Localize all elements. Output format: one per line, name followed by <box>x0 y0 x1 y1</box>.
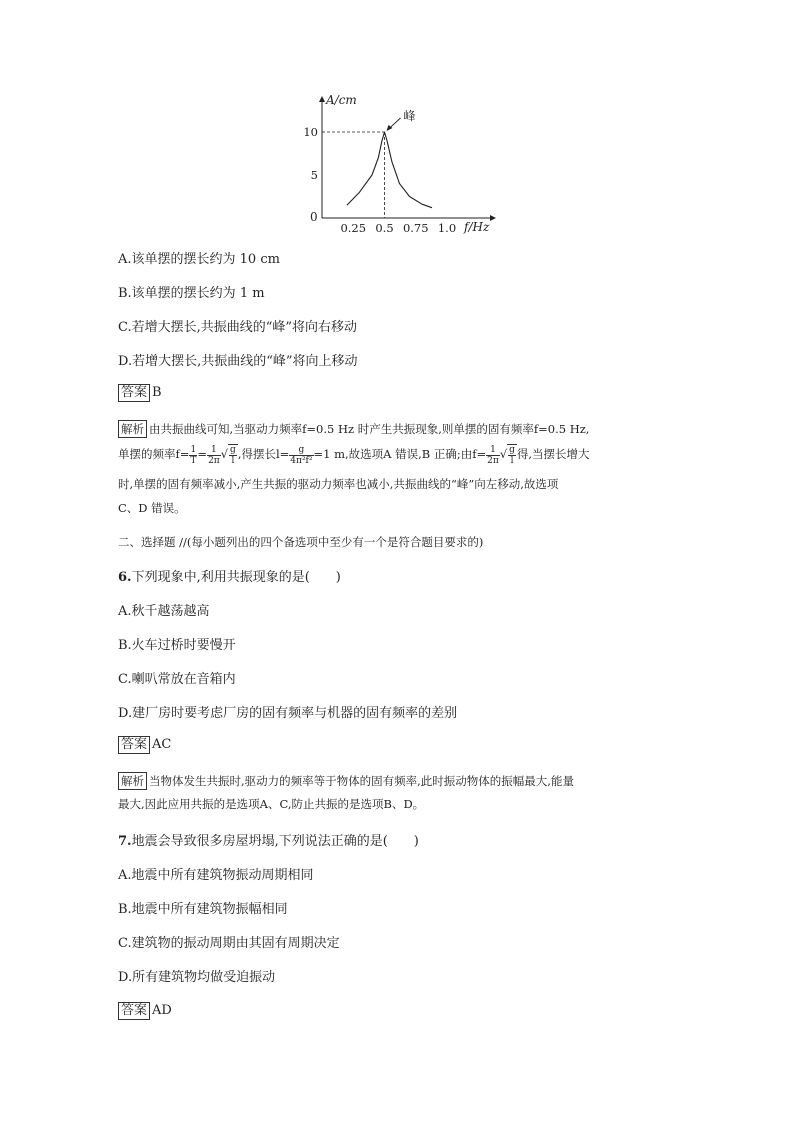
q6-option-a: A.秋千越荡越高 <box>118 604 210 619</box>
x-tick-label: 1.0 <box>437 221 457 235</box>
x-tick-label: 0.5 <box>375 221 394 235</box>
q5-analysis-line-3: 时,单摆的固有频率减小,产生共振的驱动力频率也减小,共振曲线的“峰”向左移动,故选项 <box>118 477 559 491</box>
sqrt-g-over-l-b: $\frac{g}{l}$ <box>509 445 515 466</box>
q5-answer-line <box>118 384 162 402</box>
q7-option-a: A.地震中所有建筑物振动周期相同 <box>118 868 314 883</box>
y-axis-arrow-icon <box>319 96 325 102</box>
q7-stem: 7.地震会导致很多房屋坍塌,下列说法正确的是( ) <box>118 834 419 849</box>
q6-option-c: C.喇叭常放在音箱内 <box>118 672 236 687</box>
section-2-title: 二、选择题 //(每小题列出的四个备选项中至少有一个是符合题目要求的) <box>118 535 484 549</box>
answer-label: 答案 <box>118 736 150 754</box>
q5-option-a: A.该单摆的摆长约为 10 cm <box>118 252 280 267</box>
q6-option-b: B.火车过桥时要慢开 <box>118 638 236 653</box>
q7-answer-line <box>118 1002 172 1020</box>
q5-analysis-line-1: 解析 由共振曲线可知,当驱动力频率f=0.5 Hz 时产生共振现象,则单摆的固有频率f=0.5 Hz, <box>118 420 589 438</box>
q5-analysis-line-4: C、D 错误。 <box>118 501 186 515</box>
q6-answer: AC <box>152 737 172 752</box>
q6-analysis-line-2: 最大,因此应用共振的是选项A、C,防止共振的是选项B、D。 <box>118 797 425 811</box>
q6-stem: 6.下列现象中,利用共振现象的是( ) <box>118 570 341 585</box>
resonance-curve <box>347 132 432 208</box>
sqrt-g-over-l: $\frac{g}{l}$ <box>230 445 236 466</box>
q5-analysis-line-2: 单摆的频率f= $\frac{1}{T}$ = $\frac{1}{2\pi}$ √ $\frac{g}{l}$ ,得摆长l= $\frac{g}{\text{4π²f²}}$ =1 m,故选项A 错误,B 正确;由f= $\frac{1}{2\pi}$ √ $\frac{g}{l}$ 得,当摆长增大 <box>118 444 590 466</box>
answer-label: 答案 <box>118 384 150 402</box>
sqrt-icon: √ <box>499 447 508 461</box>
fraction-1-over-2pi-b: $\frac{1}{2\pi}$ <box>487 444 499 466</box>
analysis-label: 解析 <box>118 420 147 438</box>
q5-option-d: D.若增大摆长,共振曲线的“峰”将向上移动 <box>118 354 358 369</box>
q7-option-c: C.建筑物的振动周期由其固有周期决定 <box>118 936 340 951</box>
q7-number: 7. <box>118 834 132 849</box>
q5-answer: B <box>152 385 162 400</box>
analysis-label: 解析 <box>118 772 147 790</box>
x-axis-arrow-icon <box>490 215 496 221</box>
peak-label: 峰 <box>403 109 416 123</box>
q6-option-d: D.建厂房时要考虑厂房的固有频率与机器的固有频率的差别 <box>118 706 458 721</box>
q7-answer: AD <box>152 1003 172 1018</box>
fraction-1-over-T: $\frac{1}{T}$ <box>190 444 197 466</box>
answer-label: 答案 <box>118 1002 150 1020</box>
q5-option-c: C.若增大摆长,共振曲线的“峰”将向右移动 <box>118 320 358 335</box>
q6-number: 6. <box>118 570 132 585</box>
fraction-1-over-2pi: $\frac{1}{2\pi}$ <box>208 444 220 466</box>
x-axis-label: f/Hz <box>464 220 490 234</box>
q6-analysis-line-1: 解析 当物体发生共振时,驱动力的频率等于物体的固有频率,此时振动物体的振幅最大,能量 <box>118 772 574 790</box>
x-tick-label: 0.75 <box>402 221 429 235</box>
y-tick-label: 10 <box>303 125 318 139</box>
q5-option-b: B.该单摆的摆长约为 1 m <box>118 286 265 301</box>
fraction-g-over-4pi2f2: $\frac{g}{\text{4π²f²}}$ <box>290 444 313 466</box>
resonance-curve-chart <box>300 88 500 238</box>
q7-option-b: B.地震中所有建筑物振幅相同 <box>118 902 288 917</box>
q6-answer-line <box>118 736 171 754</box>
x-tick-label: 0.25 <box>340 221 367 235</box>
y-axis-label: A/cm <box>326 93 357 107</box>
sqrt-icon: √ <box>220 447 229 461</box>
y-tick-label: 5 <box>310 168 318 182</box>
q7-option-d: D.所有建筑物均做受迫振动 <box>118 970 276 985</box>
origin-label: 0 <box>310 210 318 224</box>
